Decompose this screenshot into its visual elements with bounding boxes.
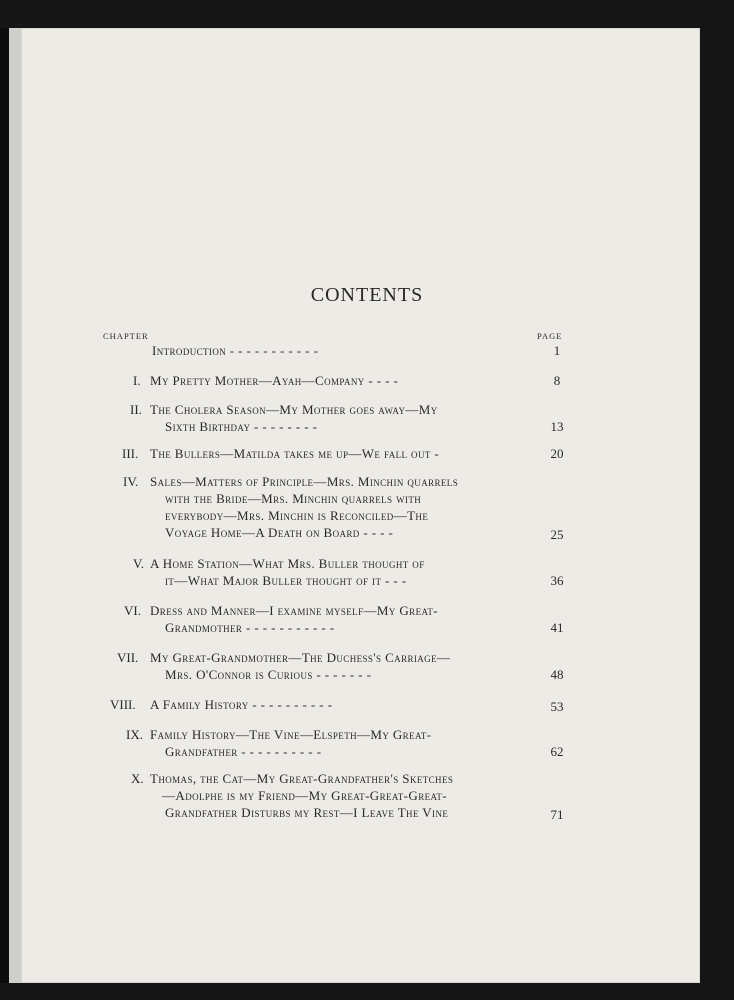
toc-entry-title: A Home Station—What Mrs. Buller thought of bbox=[150, 556, 425, 571]
toc-entry-page: 13 bbox=[550, 419, 564, 434]
toc-entry-title-continued: —Adolphe is my Friend—My Great-Great-Great- bbox=[162, 788, 448, 803]
chapter-number: III. bbox=[122, 446, 139, 461]
toc-entry-title: My Great-Grandmother—The Duchess's Carriage— bbox=[150, 650, 451, 665]
page-column-header: PAGE bbox=[537, 331, 563, 341]
chapter-number: VIII. bbox=[110, 697, 136, 712]
toc-entry-page: 20 bbox=[550, 446, 564, 461]
toc-entry-page: 41 bbox=[550, 620, 564, 635]
chapter-number: VI. bbox=[124, 603, 141, 618]
chapter-number: X. bbox=[131, 771, 144, 786]
toc-entry-page: 62 bbox=[550, 744, 564, 759]
chapter-column-header: CHAPTER bbox=[103, 331, 149, 341]
toc-entry-title-continued: Mrs. O'Connor is Curious - - - - - - - bbox=[165, 667, 372, 682]
toc-entry-title: Introduction - - - - - - - - - - - bbox=[152, 343, 319, 358]
toc-entry-title-continued: with the Bride—Mrs. Minchin quarrels with bbox=[165, 491, 422, 506]
toc-entry-title-continued: Grandfather - - - - - - - - - - bbox=[165, 744, 322, 759]
toc-entry-title: Family History—The Vine—Elspeth—My Great- bbox=[150, 727, 432, 742]
toc-entry-page: 25 bbox=[550, 527, 564, 542]
toc-entry-title-continued: Grandmother - - - - - - - - - - - bbox=[165, 620, 335, 635]
toc-entry-title-continued: it—What Major Buller thought of it - - - bbox=[165, 573, 407, 588]
chapter-number: I. bbox=[133, 373, 141, 388]
toc-entry-page: 53 bbox=[550, 699, 564, 714]
chapter-number: VII. bbox=[117, 650, 139, 665]
contents-title: CONTENTS bbox=[310, 284, 424, 306]
toc-entry-title: A Family History - - - - - - - - - - bbox=[150, 697, 333, 712]
book-cover-top bbox=[0, 0, 734, 28]
chapter-number: IV. bbox=[123, 474, 139, 489]
toc-entry-title-continued: everybody—Mrs. Minchin is Reconciled—The bbox=[165, 508, 429, 523]
toc-entry-title: Thomas, the Cat—My Great-Grandfather's Sketches bbox=[150, 771, 454, 786]
toc-entry-title: Sales—Matters of Principle—Mrs. Minchin quarrels bbox=[150, 474, 459, 489]
toc-entry-page: 48 bbox=[550, 667, 564, 682]
toc-entry-title: The Bullers—Matilda takes me up—We fall out - bbox=[150, 446, 440, 461]
chapter-number: V. bbox=[133, 556, 144, 571]
toc-entry-page: 36 bbox=[550, 573, 564, 588]
book-cover-right bbox=[700, 0, 734, 1000]
toc-entry-title: My Pretty Mother—Ayah—Company - - - - bbox=[150, 373, 399, 388]
toc-entry-title-continued: Sixth Birthday - - - - - - - - bbox=[165, 419, 318, 434]
toc-entry-title: Dress and Manner—I examine myself—My Great- bbox=[150, 603, 439, 618]
toc-entry-title-continued: Grandfather Disturbs my Rest—I Leave The Vine bbox=[165, 805, 449, 820]
toc-entry-page: 1 bbox=[553, 343, 561, 358]
toc-entry-title: The Cholera Season—My Mother goes away—My bbox=[150, 402, 438, 417]
toc-entry-title-continued: Voyage Home—A Death on Board - - - - bbox=[165, 525, 394, 540]
chapter-number: II. bbox=[130, 402, 142, 417]
toc-entry-page: 8 bbox=[553, 373, 561, 388]
toc-entry-page: 71 bbox=[550, 807, 564, 822]
chapter-number: IX. bbox=[126, 727, 143, 742]
book-cover-bottom bbox=[0, 983, 734, 1000]
